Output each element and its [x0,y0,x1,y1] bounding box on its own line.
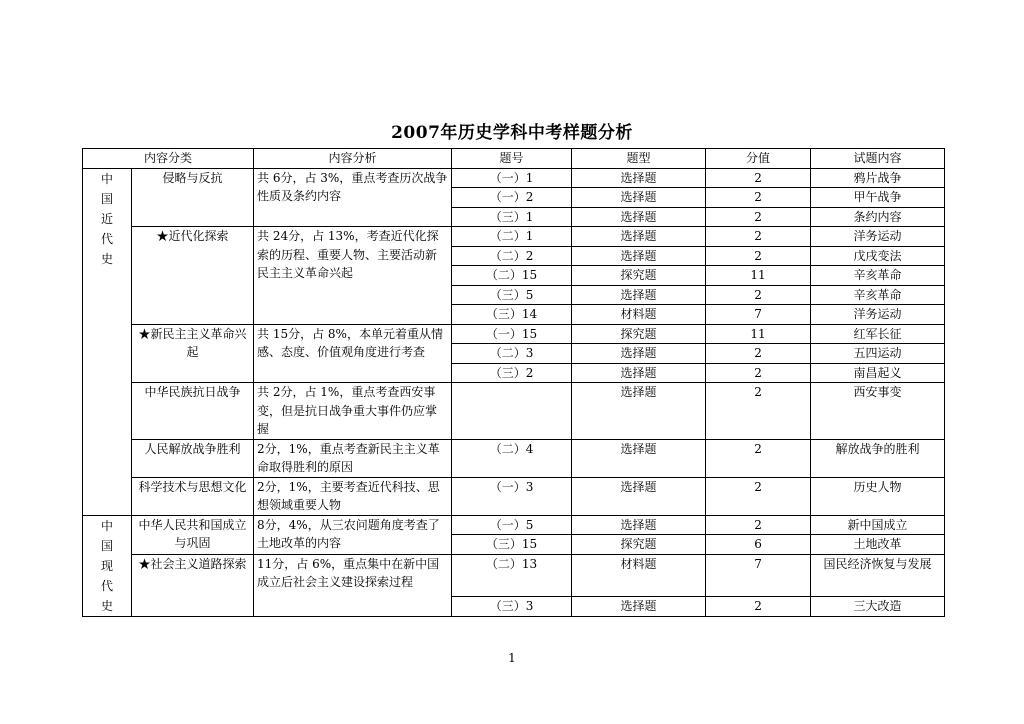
question-number-cell [452,383,572,440]
question-content-cell: 洋务运动 [811,227,945,247]
question-content-cell: 解放战争的胜利 [811,439,945,477]
question-number-cell: （二）15 [452,266,572,286]
score-cell: 6 [706,535,811,555]
question-type-cell: 选择题 [572,344,706,364]
category-cell: 侵略与反抗 [132,168,254,227]
question-number-cell: （二）4 [452,439,572,477]
header-analysis: 内容分析 [254,149,452,169]
era-label [83,515,132,616]
score-cell: 2 [706,188,811,208]
category-cell: ★社会主义道路探索 [132,554,254,616]
analysis-cell: 2分，1%，主要考查近代科技、思想领域重要人物 [254,477,452,515]
score-cell: 2 [706,344,811,364]
question-number-cell: （一）15 [452,324,572,344]
score-cell: 7 [706,554,811,597]
question-content-cell: 历史人物 [811,477,945,515]
question-type-cell: 选择题 [572,515,706,535]
era-label-text: 中国近代史 [100,171,113,266]
header-content: 试题内容 [811,149,945,169]
score-cell: 2 [706,246,811,266]
category-cell: ★新民主主义革命兴起 [132,324,254,383]
header-number: 题号 [452,149,572,169]
question-type-cell: 选择题 [572,227,706,247]
score-cell: 2 [706,207,811,227]
era-label-text: 中国现代史 [100,518,113,613]
question-content-cell: 辛亥革命 [811,285,945,305]
era-label [83,168,132,515]
question-number-cell: （三）1 [452,207,572,227]
question-type-cell: 探究题 [572,266,706,286]
question-number-cell: （三）14 [452,305,572,325]
score-cell: 2 [706,597,811,617]
question-number-cell: （三）2 [452,363,572,383]
category-cell: 人民解放战争胜利 [132,439,254,477]
header-category: 内容分类 [83,149,254,169]
score-cell: 2 [706,477,811,515]
question-type-cell: 选择题 [572,477,706,515]
table-row [83,383,945,440]
question-number-cell: （一）5 [452,515,572,535]
question-content-cell: 洋务运动 [811,305,945,325]
question-content-cell: 五四运动 [811,344,945,364]
question-number-cell: （一）3 [452,477,572,515]
analysis-cell: 共 24分，占 13%，考查近代化探索的历程、重要人物、主要活动新民主主义革命兴起 [254,227,452,325]
question-type-cell: 材料题 [572,305,706,325]
score-cell: 2 [706,168,811,188]
question-number-cell: （三）15 [452,535,572,555]
analysis-cell: 2分，1%，重点考查新民主主义革命取得胜利的原因 [254,439,452,477]
question-content-cell: 西安事变 [811,383,945,440]
question-content-cell: 戊戌变法 [811,246,945,266]
document-title: 2007年历史学科中考样题分析 [391,123,633,143]
score-cell: 2 [706,227,811,247]
question-content-cell: 红军长征 [811,324,945,344]
table-body [83,168,945,616]
question-type-cell: 选择题 [572,168,706,188]
table-row [83,168,945,188]
question-content-cell: 新中国成立 [811,515,945,535]
question-content-cell: 条约内容 [811,207,945,227]
header-score: 分值 [706,149,811,169]
question-type-cell: 选择题 [572,597,706,617]
category-cell: ★近代化探索 [132,227,254,325]
question-type-cell: 探究题 [572,324,706,344]
question-type-cell: 选择题 [572,246,706,266]
analysis-table [82,148,945,617]
table-row [83,227,945,247]
question-number-cell: （二）2 [452,246,572,266]
analysis-cell: 共 6分，占 3%，重点考查历次战争性质及条约内容 [254,168,452,227]
question-content-cell: 三大改造 [811,597,945,617]
question-number-cell: （一）2 [452,188,572,208]
analysis-cell: 11分，占 6%，重点集中在新中国成立后社会主义建设探索过程 [254,554,452,616]
question-content-cell: 土地改革 [811,535,945,555]
score-cell: 2 [706,383,811,440]
table-row [83,515,945,535]
question-content-cell: 国民经济恢复与发展 [811,554,945,597]
question-type-cell: 选择题 [572,285,706,305]
question-number-cell: （二）3 [452,344,572,364]
table-row [83,439,945,477]
header-type: 题型 [572,149,706,169]
page-number: 1 [508,651,516,665]
question-type-cell: 选择题 [572,439,706,477]
question-number-cell: （二）1 [452,227,572,247]
question-content-cell: 南昌起义 [811,363,945,383]
score-cell: 2 [706,363,811,383]
question-type-cell: 材料题 [572,554,706,597]
question-content-cell: 鸦片战争 [811,168,945,188]
question-number-cell: （三）3 [452,597,572,617]
category-cell: 中华人民共和国成立与巩固 [132,515,254,554]
header-row [83,149,945,169]
question-type-cell: 选择题 [572,363,706,383]
table-row [83,324,945,344]
question-type-cell: 选择题 [572,383,706,440]
score-cell: 11 [706,266,811,286]
question-number-cell: （三）5 [452,285,572,305]
question-content-cell: 甲午战争 [811,188,945,208]
score-cell: 2 [706,285,811,305]
category-cell: 中华民族抗日战争 [132,383,254,440]
table-row [83,554,945,597]
question-number-cell: （二）13 [452,554,572,597]
category-cell: 科学技术与思想文化 [132,477,254,515]
score-cell: 2 [706,439,811,477]
analysis-cell: 共 2分，占 1%，重点考查西安事变，但是抗日战争重大事件仍应掌握 [254,383,452,440]
question-content-cell: 辛亥革命 [811,266,945,286]
question-type-cell: 选择题 [572,188,706,208]
question-number-cell: （一）1 [452,168,572,188]
question-type-cell: 探究题 [572,535,706,555]
score-cell: 11 [706,324,811,344]
analysis-cell: 共 15分，占 8%，本单元着重从情感、态度、价值观角度进行考查 [254,324,452,383]
score-cell: 7 [706,305,811,325]
score-cell: 2 [706,515,811,535]
analysis-cell: 8分，4%，从三农问题角度考查了土地改革的内容 [254,515,452,554]
question-type-cell: 选择题 [572,207,706,227]
table-row [83,477,945,515]
